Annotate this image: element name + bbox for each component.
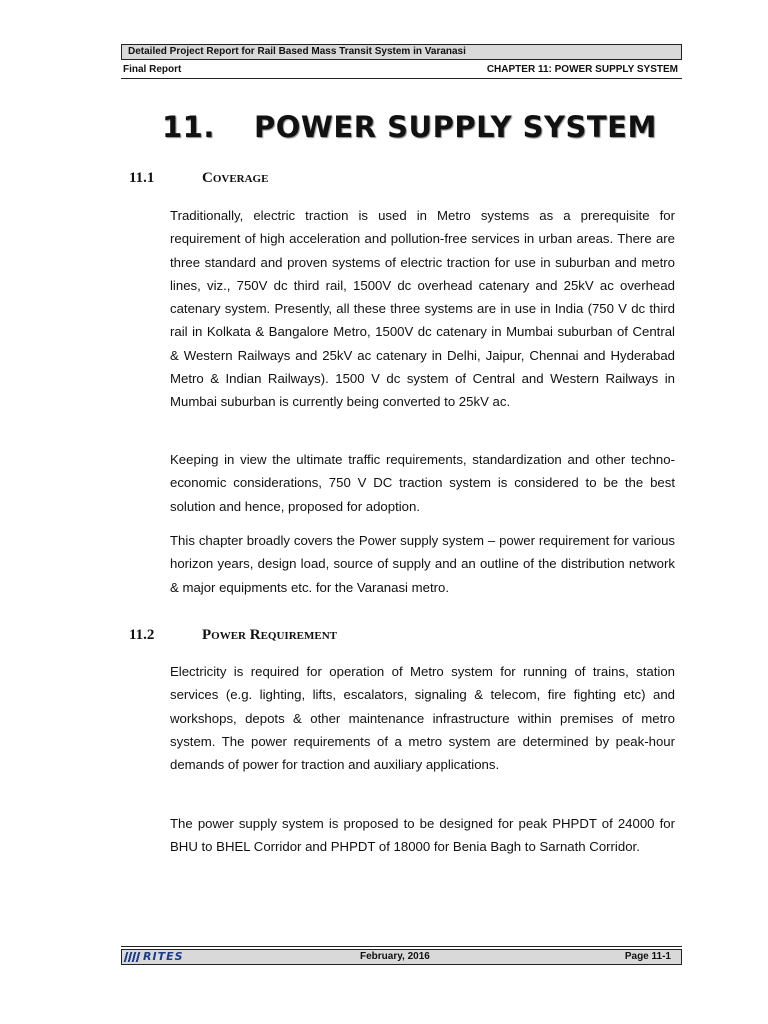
section-title: Coverage xyxy=(202,170,269,186)
section-number: 11.2 xyxy=(129,627,155,643)
footer-bar xyxy=(121,949,682,965)
section-number: 11.1 xyxy=(129,170,155,186)
chapter-number: 11. xyxy=(162,110,215,144)
header-subline xyxy=(123,63,678,77)
paragraph: Keeping in view the ultimate traffic requirements, standardization and other techno-economic considerations, 750 V DC traction system is considered to be the best solution and hence, proposed for adoption. xyxy=(170,452,675,514)
paragraph: The power supply system is proposed to be designed for peak PHPDT of 24000 for BHU to BHEL Corridor and PHPDT of 18000 for Benia Bagh to Sarnath Corridor. xyxy=(170,816,675,855)
rites-logo-icon xyxy=(124,952,143,962)
report-title: Detailed Project Report for Rail Based Mass Transit System in Varanasi xyxy=(128,46,466,57)
chapter-title: POWER SUPPLY SYSTEM xyxy=(254,110,657,144)
paragraph: Traditionally, electric traction is used in Metro systems as a prerequisite for requirement of high acceleration and pollution-free services in urban areas. There are three standard and proven systems of electric traction for use in suburban and metro lines, viz., 750V dc third rail, 1500V dc overhead catenary and 25kV ac overhead catenary system. Presently, all these three systems are in use in India (750 V dc third rail in Kolkata & Bangalore Metro, 1500V dc catenary in Mumbai suburban of Central & Western Railways and 25kV ac catenary in Delhi, Jaipur, Chennai and Hyderabad Metro & Indian Railways). 1500 V dc system of Central and Western Railways in Mumbai suburban is currently being converted to 25kV ac. xyxy=(170,208,675,410)
report-title-bar xyxy=(121,44,682,60)
paragraph: This chapter broadly covers the Power supply system – power requirement for various horizon years, design load, source of supply and an outline of the distribution network & major equipments etc. for the Varanasi metro. xyxy=(170,533,675,595)
header-divider xyxy=(121,78,682,79)
rites-logo: RITES xyxy=(125,951,187,963)
footer-date: February, 2016 xyxy=(360,951,430,962)
chapter-label: CHAPTER 11: POWER SUPPLY SYSTEM xyxy=(486,64,678,75)
section-title: Power Requirement xyxy=(202,627,337,643)
report-status: Final Report xyxy=(123,64,182,75)
page-number: Page 11-1 xyxy=(624,951,671,962)
paragraph: Electricity is required for operation of Metro system for running of trains, station services (e.g. lighting, lifts, escalators, signaling & telecom, fire fighting etc) and workshops, depots & other maintenance infrastructure within premises of metro system. The power requirements of a metro system are determined by peak-hour demands of power for traction and auxiliary applications. xyxy=(170,664,675,773)
chapter-heading xyxy=(162,110,682,144)
footer-divider xyxy=(121,946,682,947)
